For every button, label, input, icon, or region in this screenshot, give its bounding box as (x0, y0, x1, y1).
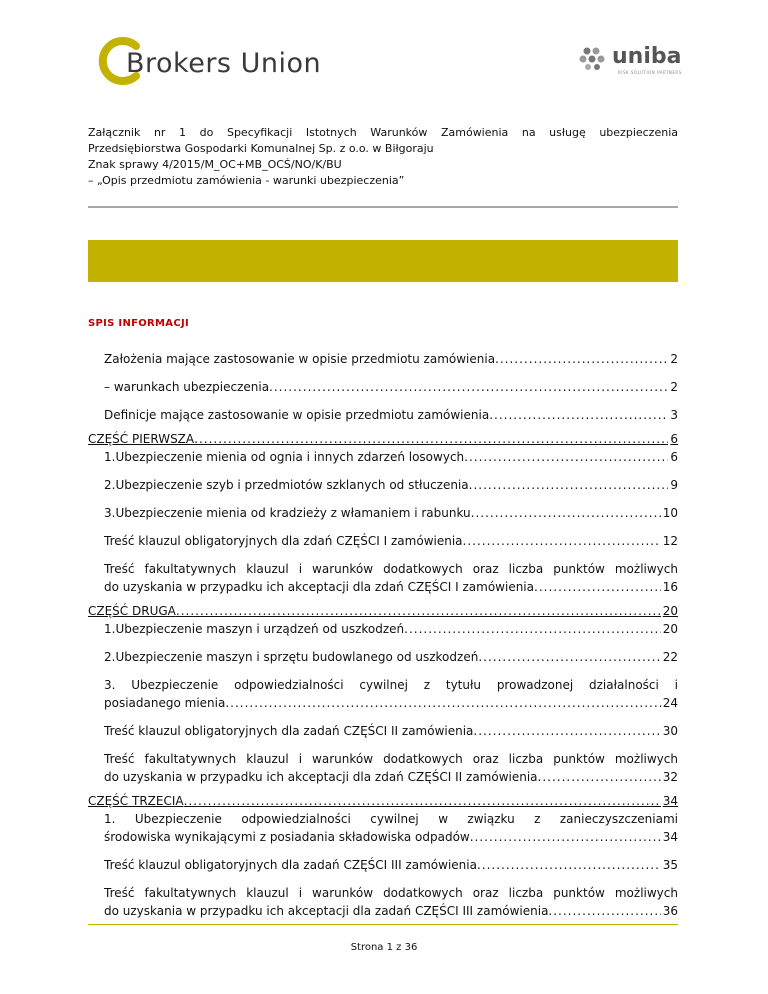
header-line: Przedsiębiorstwa Gospodarki Komunalnej Sp. z o.o. w Biłgoraju (88, 142, 434, 155)
toc-entry[interactable]: Treść fakultatywnych klauzul i warunków dodatkowych oraz liczba punktów możliwych do uzyskania w przypadku ich akceptacji dla zdań CZĘŚCI I zamówienia ..... 16 (88, 560, 678, 596)
brokers-union-logo (96, 36, 322, 88)
toc-entry[interactable]: Założenia mające zastosowanie w opisie przedmiotu zamówienia ..... 2 (88, 350, 678, 368)
header-line: – „Opis przedmiotu zamówienia - warunki ubezpieczenia” (88, 174, 405, 187)
brokers-union-logo-text: Brokers Union (126, 48, 322, 79)
toc-entry[interactable]: 1. Ubezpieczenie odpowiedzialności cywilnej w związku z zanieczyszczeniami środowiska wynikającymi z posiadania składowiska odpadów ..... 34 (88, 810, 678, 846)
uniba-logo-text: uniba (612, 44, 682, 69)
toc-entry[interactable]: – warunkach ubezpieczenia ..... 2 (88, 378, 678, 396)
uniba-dots-icon (578, 46, 612, 70)
uniba-logo-tagline: RISK SOLUTION PARTNERS (618, 70, 682, 75)
page-number: Strona 1 z 36 (350, 942, 418, 953)
header-line: Znak sprawy 4/2015/M_OC+MB_OCŚ/NO/K/BU (88, 158, 342, 171)
toc-entry[interactable]: Treść klauzul obligatoryjnych dla zadań CZĘŚCI III zamówienia ..... 35 (88, 856, 678, 874)
header-line: Załącznik nr 1 do Specyfikacji Istotnych Warunków Zamówienia na usługę ubezpieczenia (88, 126, 678, 139)
toc-entry[interactable]: Definicje mające zastosowanie w opisie przedmiotu zamówienia ..... 3 (88, 406, 678, 424)
toc-entry[interactable]: 3. Ubezpieczenie mienia od kradzieży z włamaniem i rabunku ..... 10 (88, 504, 678, 522)
toc-entry[interactable]: Treść klauzul obligatoryjnych dla zadań CZĘŚCI II zamówienia ..... 30 (88, 722, 678, 740)
toc-section-heading[interactable]: CZĘŚĆ DRUGA ..... 20 (88, 602, 678, 620)
toc-entry[interactable]: 3. Ubezpieczenie odpowiedzialności cywilnej z tytułu prowadzonej działalności i posiadanego mienia ..... 24 (88, 676, 678, 712)
accent-band (88, 240, 678, 282)
toc-entry[interactable]: 1. Ubezpieczenie mienia od ognia i innych zdarzeń losowych ..... 6 (88, 448, 678, 466)
toc-entry[interactable]: Treść fakultatywnych klauzul i warunków dodatkowych oraz liczba punktów możliwych do uzyskania w przypadku ich akceptacji dla zadań CZĘŚCI III zamówienia ..... 36 (88, 884, 678, 920)
toc-entry[interactable]: Treść fakultatywnych klauzul i warunków dodatkowych oraz liczba punktów możliwych do uzyskania w przypadku ich akceptacji dla zdań CZĘŚCI II zamówienia ..... 32 (88, 750, 678, 786)
toc-title: SPIS INFORMACJI (88, 318, 190, 329)
toc-entry[interactable]: 2. Ubezpieczenie szyb i przedmiotów szklanych od stłuczenia ..... 9 (88, 476, 678, 494)
header-divider (88, 206, 678, 208)
toc-entry[interactable]: 1. Ubezpieczenie maszyn i urządzeń od uszkodzeń ..... 20 (88, 620, 678, 638)
toc-section-heading[interactable]: CZĘŚĆ PIERWSZA ..... 6 (88, 430, 678, 448)
uniba-logo (578, 44, 682, 76)
footer-divider (88, 924, 678, 925)
toc-section-heading[interactable]: CZĘŚĆ TRZECIA ..... 34 (88, 792, 678, 810)
toc-entry[interactable]: Treść klauzul obligatoryjnych dla zdań CZĘŚCI I zamówienia ..... 12 (88, 532, 678, 550)
toc-entry[interactable]: 2. Ubezpieczenie maszyn i sprzętu budowlanego od uszkodzeń ..... 22 (88, 648, 678, 666)
document-header (88, 125, 678, 189)
